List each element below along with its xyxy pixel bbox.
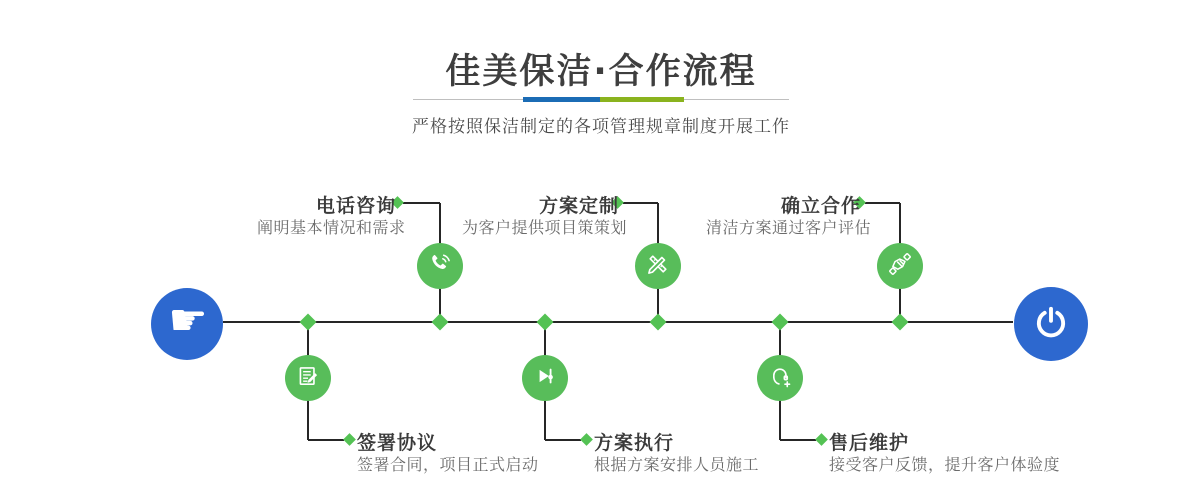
timeline-diamond — [772, 314, 789, 331]
pointing-hand-icon: ☛ — [168, 295, 208, 346]
end-node — [1014, 287, 1088, 361]
label-diamond — [815, 433, 828, 446]
step-title-support: 售后维护 — [829, 432, 910, 454]
page-title: 佳美保洁·合作流程 — [445, 52, 757, 92]
connector-label-execute — [545, 439, 581, 441]
title-divider-green-accent — [600, 97, 684, 102]
phone-icon — [427, 251, 453, 281]
step-desc-phone: 阐明基本情况和需求 — [257, 218, 406, 237]
label-diamond — [343, 433, 356, 446]
timeline-diamond — [537, 314, 554, 331]
step-node-phone — [417, 243, 463, 289]
pencil-ruler-icon — [645, 251, 671, 281]
connector-label-design — [623, 202, 658, 204]
step-node-contract — [285, 355, 331, 401]
step-desc-contract: 签署合同，项目正式启动 — [357, 455, 539, 474]
connector-label-cooperation — [865, 202, 900, 204]
start-node — [151, 288, 223, 360]
step-desc-cooperation: 清洁方案通过客户评估 — [706, 218, 872, 237]
power-icon — [1033, 304, 1069, 344]
label-diamond — [580, 433, 593, 446]
contract-icon — [295, 363, 321, 393]
headset-support-icon — [767, 363, 793, 393]
step-node-execute — [522, 355, 568, 401]
step-title-execute: 方案执行 — [594, 432, 675, 454]
connector-label-phone — [403, 202, 440, 204]
play-slider-icon — [532, 363, 558, 393]
timeline-diamond — [300, 314, 317, 331]
step-title-phone: 电话咨询 — [316, 195, 397, 217]
title-divider-blue-accent — [523, 97, 600, 102]
page-subtitle: 严格按照保洁制定的各项管理规章制度开展工作 — [412, 117, 790, 137]
step-title-cooperation: 确立合作 — [781, 195, 862, 217]
timeline-diamond — [432, 314, 449, 331]
step-node-support — [757, 355, 803, 401]
step-node-design — [635, 243, 681, 289]
timeline-diamond — [650, 314, 667, 331]
step-title-design: 方案定制 — [539, 195, 620, 217]
connector-label-support — [780, 439, 816, 441]
connector-label-contract — [308, 439, 344, 441]
step-title-contract: 签署协议 — [357, 432, 438, 454]
step-desc-support: 接受客户反馈，提升客户体验度 — [829, 455, 1061, 474]
step-desc-design: 为客户提供项目策策划 — [462, 218, 628, 237]
step-desc-execute: 根据方案安排人员施工 — [594, 455, 760, 474]
handshake-icon — [887, 251, 913, 281]
step-node-cooperation — [877, 243, 923, 289]
timeline-diamond — [892, 314, 909, 331]
